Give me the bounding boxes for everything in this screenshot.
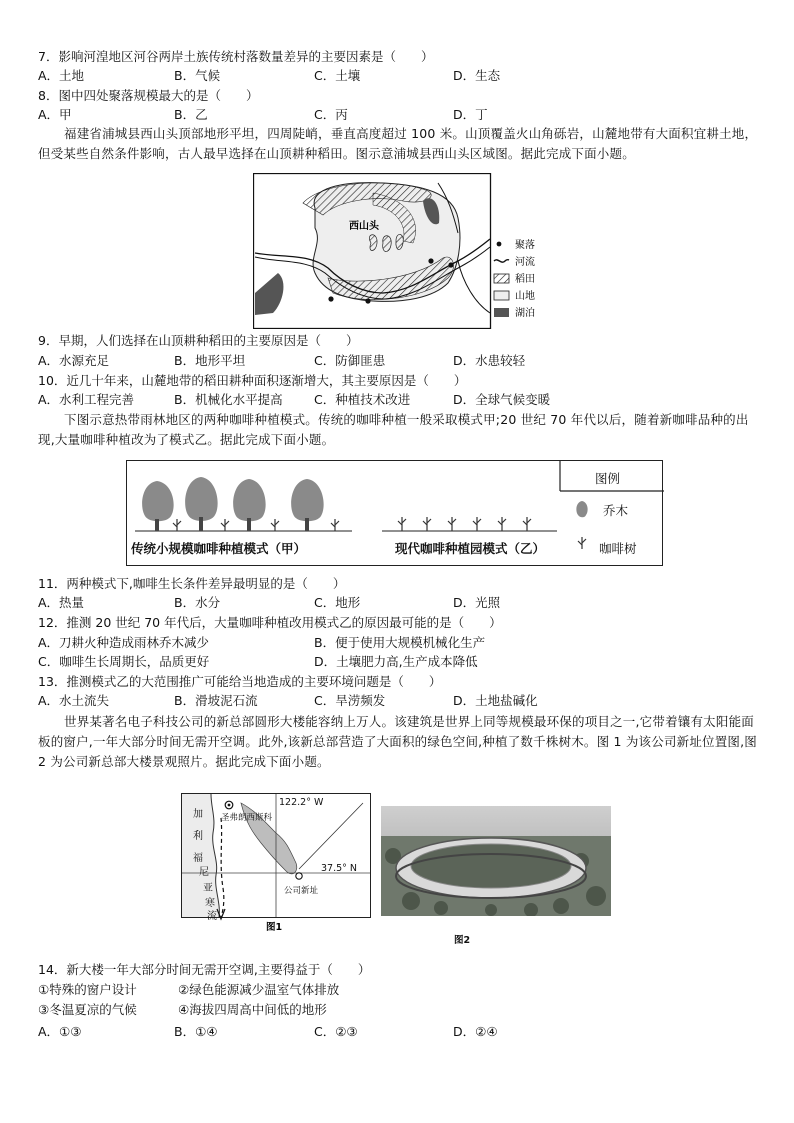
state-char-3: 福 xyxy=(193,853,203,864)
legend-river-icon xyxy=(494,260,509,262)
question-10-stem: 10．近几十年来，山麓地带的稻田耕种面积逐渐增大，其主要原因是（ ） xyxy=(38,373,467,388)
legend-lake-icon xyxy=(494,308,509,317)
map-legend xyxy=(494,238,535,319)
legend-settlement-icon xyxy=(497,242,502,247)
settlement-2 xyxy=(365,298,370,303)
q14-item-4: ④海拔四周高中间低的地形 xyxy=(178,1002,327,1017)
q9-option-c[interactable]: C．防御匪患 xyxy=(314,353,386,368)
legend-coffee-icon xyxy=(578,537,586,549)
tree-3 xyxy=(233,479,266,531)
q14-item-2: ②绿色能源减少温室气体排放 xyxy=(178,982,340,997)
figure-1-location-map xyxy=(181,793,371,934)
state-char-4: 尼 xyxy=(199,867,209,878)
longitude-label: 122.2° W xyxy=(279,797,324,808)
legend-coffee-label: 咖啡树 xyxy=(599,541,637,556)
q7-option-b[interactable]: B．气候 xyxy=(174,68,221,83)
q11-option-b[interactable]: B．水分 xyxy=(174,595,221,610)
coffee-plants-mode-b xyxy=(398,517,531,531)
q13-option-b[interactable]: B．滑坡泥石流 xyxy=(174,693,258,708)
site-label: 公司新址 xyxy=(284,886,319,896)
q13-option-c[interactable]: C．旱涝频发 xyxy=(314,693,386,708)
q14-option-a[interactable]: A．①③ xyxy=(38,1024,82,1039)
legend-lake: 湖泊 xyxy=(515,308,535,319)
q10-option-b[interactable]: B．机械化水平提高 xyxy=(174,392,283,407)
coffee-plants-mode-a xyxy=(173,519,339,531)
legend-paddy: 稻田 xyxy=(515,274,535,285)
label-mode-b: 现代咖啡种植园模式（乙） xyxy=(395,541,546,556)
tree-2 xyxy=(185,477,218,531)
q12-option-a[interactable]: A．刀耕火种造成雨林乔木减少 xyxy=(38,635,210,650)
q12-option-c[interactable]: C．咖啡生长周期长，品质更好 xyxy=(38,654,210,669)
site-marker xyxy=(296,873,302,879)
q11-option-d[interactable]: D．光照 xyxy=(453,595,501,610)
legend-tree-label: 乔木 xyxy=(603,503,629,518)
figure-2-caption: 图2 xyxy=(454,935,471,946)
city-label: 圣弗朗西斯科 xyxy=(221,813,273,823)
figure-2-building-photo xyxy=(381,806,611,916)
legend-settlement: 聚落 xyxy=(515,240,535,251)
q14-item-3: ③冬温夏凉的气候 xyxy=(38,1002,137,1017)
inner-courtyard xyxy=(411,844,571,888)
q10-option-d[interactable]: D．全球气候变暖 xyxy=(453,392,551,407)
passage-headquarters: 世界某著名电子科技公司的新总部圆形大楼能容纳上万人。该建筑是世界上同等规模最环保的项目之一,它带着镶有太阳能面板的窗户,一年大部分时间无需开空调。此外,该新总部营造了大面积的绿色空间,种植了数千株树木。图 1 为该公司新址位置图,图 2 为公司新总部大楼景观照片。据此完成下面小题。 xyxy=(38,714,757,769)
legend-paddy-icon xyxy=(494,274,509,283)
q14-option-d[interactable]: D．②④ xyxy=(453,1024,498,1039)
figure-1-caption: 图1 xyxy=(266,922,283,933)
city-marker-dot xyxy=(228,804,231,807)
latitude-label: 37.5° N xyxy=(321,863,358,874)
settlement-4 xyxy=(448,262,453,267)
current-char-2: 流 xyxy=(207,911,217,922)
q11-option-c[interactable]: C．地形 xyxy=(314,595,361,610)
legend-tree-icon xyxy=(576,501,587,517)
q9-option-b[interactable]: B．地形平坦 xyxy=(174,353,246,368)
legend-river: 河流 xyxy=(515,257,535,268)
q10-option-a[interactable]: A．水利工程完善 xyxy=(38,392,135,407)
q8-option-a[interactable]: A．甲 xyxy=(38,107,72,122)
passage-xishantou: 福建省浦城县西山头顶部地形平坦，四周陡峭，垂直高度超过 100 米。山顶覆盖火山角砾岩，山麓地带有大面积宜耕土地，但受某些自然条件影响，古人最早选择在山顶耕种稻田。图示意浦城县西山头区域图。据此完成下面小题。 xyxy=(38,126,758,161)
question-12-stem: 12．推测 20 世纪 70 年代后，大量咖啡种植改用模式乙的原因最可能的是（ ） xyxy=(38,615,502,630)
settlement-1 xyxy=(328,296,333,301)
q12-option-b[interactable]: B．便于使用大规模机械化生产 xyxy=(314,635,486,650)
question-14-stem: 14．新大楼一年大部分时间无需开空调,主要得益于（ ） xyxy=(38,962,371,977)
legend-mountain-icon xyxy=(494,291,509,300)
q14-option-b[interactable]: B．①④ xyxy=(174,1024,218,1039)
q8-option-c[interactable]: C．丙 xyxy=(314,107,348,122)
question-11-stem: 11．两种模式下,咖啡生长条件差异最明显的是（ ） xyxy=(38,576,346,591)
legend-title: 图例 xyxy=(595,471,621,486)
q13-option-d[interactable]: D．土地盐碱化 xyxy=(453,693,538,708)
question-8-stem: 8．图中四处聚落规模最大的是（ ） xyxy=(38,88,259,103)
label-xishantou: 西山头 xyxy=(349,221,379,232)
q7-option-d[interactable]: D．生态 xyxy=(453,68,501,83)
tree-4 xyxy=(291,479,324,531)
settlement-3 xyxy=(428,258,433,263)
q7-option-a[interactable]: A．土地 xyxy=(38,68,85,83)
q8-option-b[interactable]: B．乙 xyxy=(174,107,208,122)
q8-option-d[interactable]: D．丁 xyxy=(453,107,488,122)
current-char-1: 寒 xyxy=(205,898,215,909)
q9-option-d[interactable]: D．水患较轻 xyxy=(453,353,526,368)
q7-option-c[interactable]: C．土壤 xyxy=(314,68,361,83)
q11-option-a[interactable]: A．热量 xyxy=(38,595,85,610)
passage-coffee: 下图示意热带雨林地区的两种咖啡种植模式。传统的咖啡种植一般采取模式甲;20 世纪 70 年代以后，随着新咖啡品种的出现,大量咖啡种植改为了模式乙。据此完成下面小题。 xyxy=(38,412,749,447)
question-7-stem: 7．影响河湟地区河谷两岸土族传统村落数量差异的主要因素是（ ） xyxy=(38,49,434,64)
xishantou-map xyxy=(253,173,545,329)
tree-1 xyxy=(142,481,174,531)
q14-item-1: ①特殊的窗户设计 xyxy=(38,982,137,997)
label-mode-a: 传统小规模咖啡种植模式（甲） xyxy=(131,541,307,556)
coffee-planting-figure xyxy=(126,460,663,566)
question-13-stem: 13．推测模式乙的大范围推广可能给当地造成的主要环境问题是（ ） xyxy=(38,674,442,689)
q9-option-a[interactable]: A．水源充足 xyxy=(38,353,110,368)
question-9-stem: 9．早期，人们选择在山顶耕种稻田的主要原因是（ ） xyxy=(38,333,359,348)
q10-option-c[interactable]: C．种植技术改进 xyxy=(314,392,411,407)
q12-option-d[interactable]: D．土壤肥力高,生产成本降低 xyxy=(314,654,478,669)
state-char-1: 加 xyxy=(193,809,203,820)
state-char-2: 利 xyxy=(193,831,203,842)
state-char-5: 亚 xyxy=(203,883,213,894)
q13-option-a[interactable]: A．水土流失 xyxy=(38,693,110,708)
q14-option-c[interactable]: C．②③ xyxy=(314,1024,358,1039)
legend-mountain: 山地 xyxy=(515,291,535,302)
